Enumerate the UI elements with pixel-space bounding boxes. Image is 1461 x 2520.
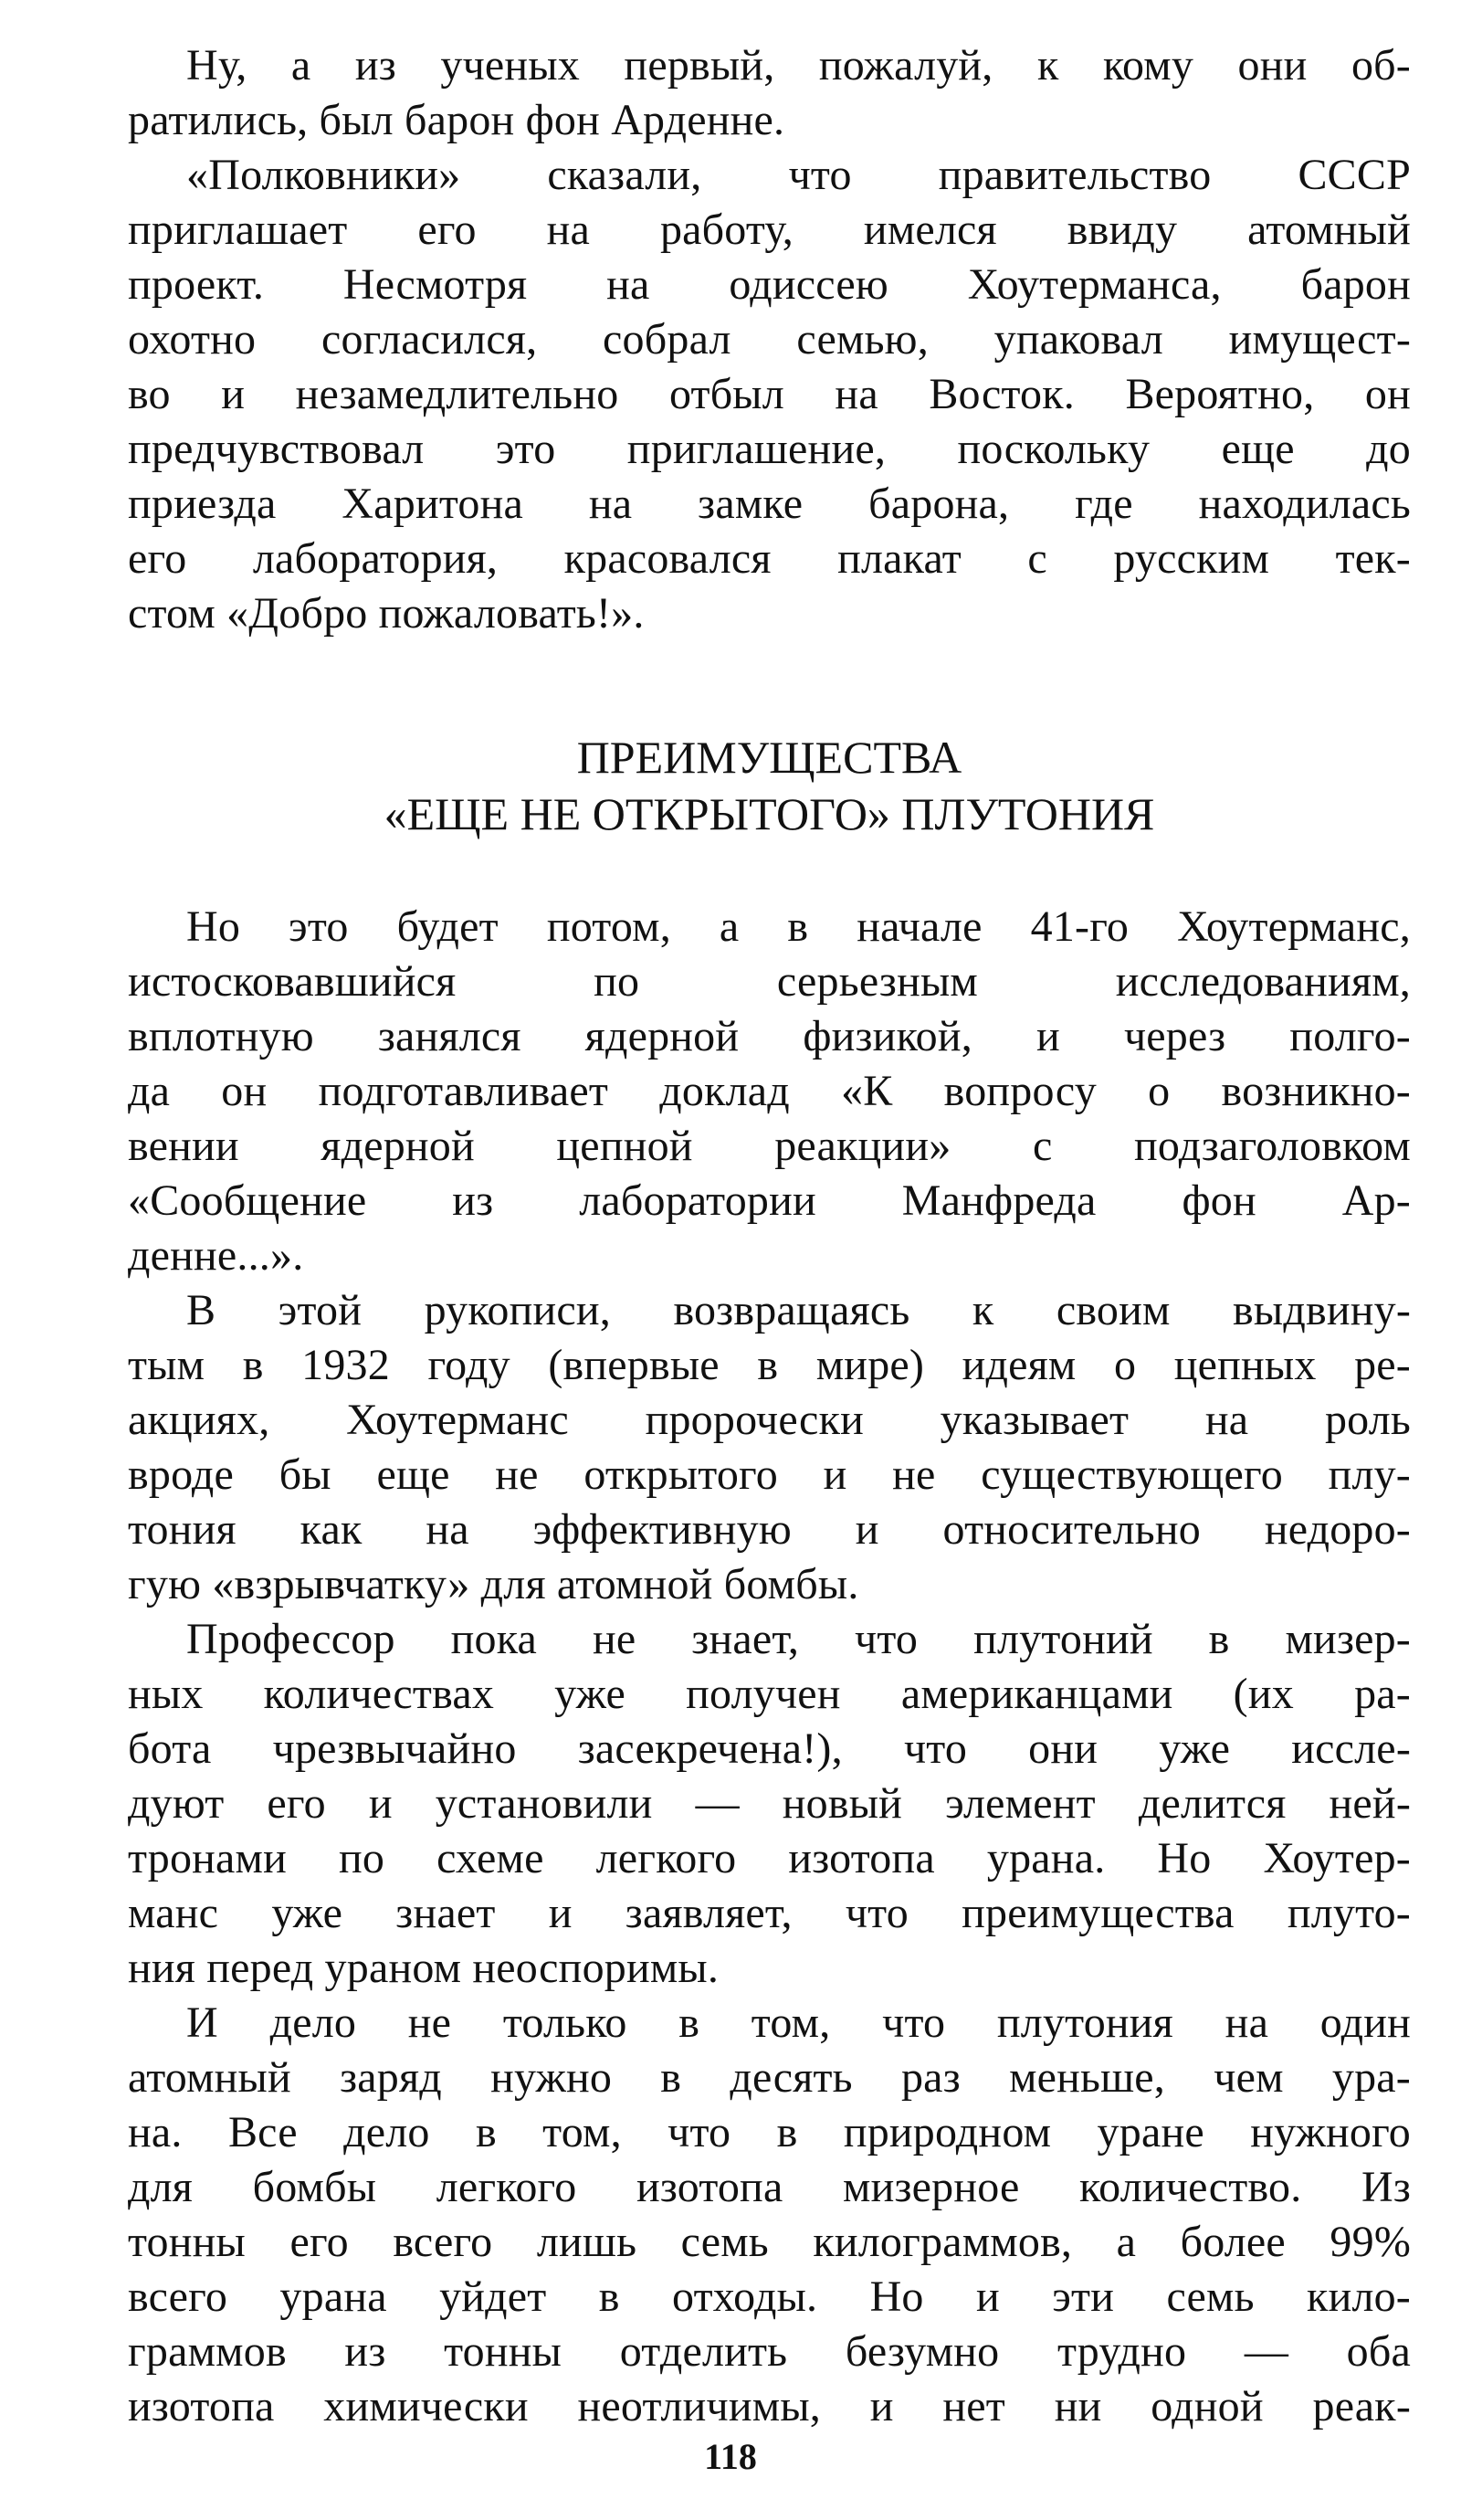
text-line: атомный заряд нужно в десять раз меньше, чем ура-	[128, 2053, 1411, 2102]
text-line: В этой рукописи, возвращаясь к своим выдвину-	[186, 1286, 1411, 1334]
text-line: истосковавшийся по серьезным исследованиям,	[128, 957, 1411, 1006]
text-line: тонны его всего лишь семь килограммов, а более 99%	[128, 2218, 1411, 2266]
section-heading-line-1: ПРЕИМУЩЕСТВА	[576, 732, 962, 783]
text-line: ных количествах уже получен американцами (их ра-	[128, 1670, 1411, 1718]
text-line: всего урана уйдет в отходы. Но и эти семь кило-	[128, 2272, 1411, 2321]
text-line: тым в 1932 году (впервые в мире) идеям о цепных ре-	[128, 1341, 1411, 1389]
text-line: стом «Добро пожаловать!».	[128, 589, 645, 638]
text-line: тония как на эффективную и относительно недоро-	[128, 1505, 1411, 1554]
text-line: приглашает его на работу, имелся ввиду атомный	[128, 206, 1411, 254]
text-line: акциях, Хоутерманс пророчески указывает на роль	[128, 1396, 1411, 1444]
text-line: изотопа химически неотличимы, и нет ни одной реак-	[128, 2382, 1411, 2430]
text-line: Но это будет потом, а в начале 41-го Хоутерманс,	[186, 902, 1411, 951]
text-line: вении ядерной цепной реакции» с подзаголовком	[128, 1122, 1411, 1170]
text-line: бота чрезвычайно засекречена!), что они уже иссле-	[128, 1724, 1411, 1773]
text-line: вроде бы еще не открытого и не существующего плу-	[128, 1450, 1411, 1499]
text-line: Профессор пока не знает, что плутоний в мизер-	[186, 1615, 1411, 1663]
text-line: гую «взрывчатку» для атомной бомбы.	[128, 1560, 859, 1608]
section-heading-line-2: «ЕЩЕ НЕ ОТКРЫТОГО» ПЛУТОНИЯ	[384, 788, 1155, 839]
page-number: 118	[704, 2436, 757, 2477]
text-line: для бомбы легкого изотопа мизерное количество. Из	[128, 2163, 1411, 2211]
text-line: предчувствовал это приглашение, поскольку еще до	[128, 425, 1411, 473]
text-line: граммов из тонны отделить безумно трудно — оба	[128, 2327, 1411, 2376]
text-line: дуют его и установили — новый элемент делится ней-	[128, 1779, 1411, 1828]
text-line: приезда Харитона на замке барона, где находилась	[128, 480, 1411, 528]
text-line: манс уже знает и заявляет, что преимущества плуто-	[128, 1889, 1411, 1937]
text-line: проект. Несмотря на одиссею Хоутерманса, барон	[128, 260, 1411, 309]
text-line: тронами по схеме легкого изотопа урана. Но Хоутер-	[128, 1834, 1411, 1882]
text-line: его лаборатория, красовался плакат с русским тек-	[128, 534, 1411, 583]
text-line: во и незамедлительно отбыл на Восток. Вероятно, он	[128, 370, 1411, 418]
text-line: «Полковники» сказали, что правительство СССР	[186, 151, 1411, 199]
text-line: И дело не только в том, что плутония на один	[186, 1998, 1411, 2047]
text-line: «Сообщение из лаборатории Манфреда фон Ар-	[128, 1176, 1411, 1225]
text-line: денне...».	[128, 1231, 304, 1280]
text-line: да он подготавливает доклад «К вопросу о возникно-	[128, 1067, 1411, 1115]
text-line: вплотную занялся ядерной физикой, и через полго-	[128, 1012, 1411, 1060]
text-line: Ну, а из ученых первый, пожалуй, к кому они об-	[186, 41, 1411, 90]
text-line: ратились, был барон фон Арденне.	[128, 96, 785, 144]
text-line: на. Все дело в том, что в природном уране нужного	[128, 2108, 1411, 2156]
text-line: ния перед ураном неоспоримы.	[128, 1944, 720, 1992]
text-line: охотно согласился, собрал семью, упаковал имущест-	[128, 315, 1411, 364]
